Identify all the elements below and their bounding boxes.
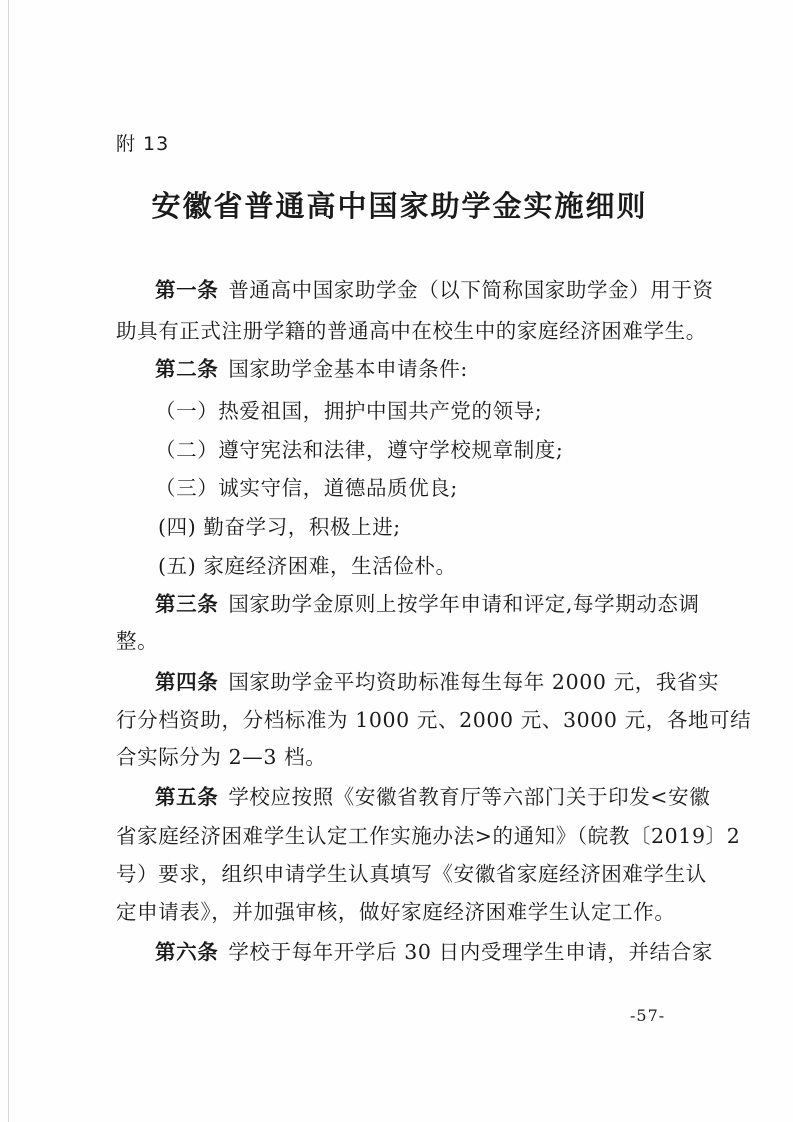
article-1-label: 第一条 — [155, 278, 219, 302]
article-3-text-1: 国家助学金原则上按学年申请和评定,每学期动态调 — [228, 592, 700, 616]
article-2-item-4: (四) 勤奋学习，积极上进; — [158, 515, 401, 539]
article-4-text-1: 国家助学金平均资助标准每生每年 2000 元，我省实 — [228, 670, 720, 694]
article-6-label: 第六条 — [155, 940, 219, 964]
article-4-line-2: 行分档资助，分档标准为 1000 元、2000 元、3000 元，各地可结 — [116, 708, 752, 732]
article-5-text-1: 学校应按照《安徽省教育厅等六部门关于印发<安徽 — [228, 785, 711, 809]
appendix-label: 附 13 — [116, 133, 170, 155]
article-2-line-1 — [155, 355, 695, 383]
article-3-label: 第三条 — [155, 592, 219, 616]
article-4-line-1 — [155, 668, 720, 696]
article-1-line-2: 助具有正式注册学籍的普通高中在校生中的家庭经济困难学生。 — [116, 319, 707, 343]
article-2-item-1: （一）热爱祖国，拥护中国共产党的领导; — [155, 399, 543, 423]
page-number: -57- — [630, 1006, 666, 1025]
article-2-text-1: 国家助学金基本申请条件: — [228, 357, 468, 381]
article-5-line-3: 号）要求，组织申请学生认真填写《安徽省家庭经济困难学生认 — [116, 862, 707, 886]
document-title: 安徽省普通高中国家助学金实施细则 — [151, 189, 648, 223]
article-2-item-2: （二）遵守宪法和法律，遵守学校规章制度; — [155, 438, 564, 462]
scan-edge-line — [8, 0, 9, 1122]
article-5-line-1 — [155, 783, 711, 811]
article-2-label: 第二条 — [155, 357, 219, 381]
article-1-line-1 — [155, 276, 714, 304]
article-5-line-2: 省家庭经济困难学生认定工作实施办法>的通知》（皖教〔2019〕2 — [116, 824, 741, 848]
article-5-label: 第五条 — [155, 785, 219, 809]
article-4-label: 第四条 — [155, 670, 219, 694]
article-2-item-5: (五) 家庭经济困难，生活俭朴。 — [158, 554, 457, 578]
article-3-line-1 — [155, 590, 700, 618]
article-4-line-3: 合实际分为 2—3 档。 — [116, 745, 327, 769]
article-6-line-1 — [155, 938, 713, 966]
article-5-line-4: 定申请表》，并加强审核，做好家庭经济困难学生认定工作。 — [116, 900, 676, 924]
article-1-text-1: 普通高中国家助学金（以下简称国家助学金）用于资 — [228, 278, 714, 302]
article-6-text-1: 学校于每年开学后 30 日内受理学生申请，并结合家 — [228, 940, 713, 964]
article-3-line-2: 整。 — [116, 629, 159, 653]
article-2-item-3: （三）诚实守信，道德品质优良; — [155, 476, 458, 500]
